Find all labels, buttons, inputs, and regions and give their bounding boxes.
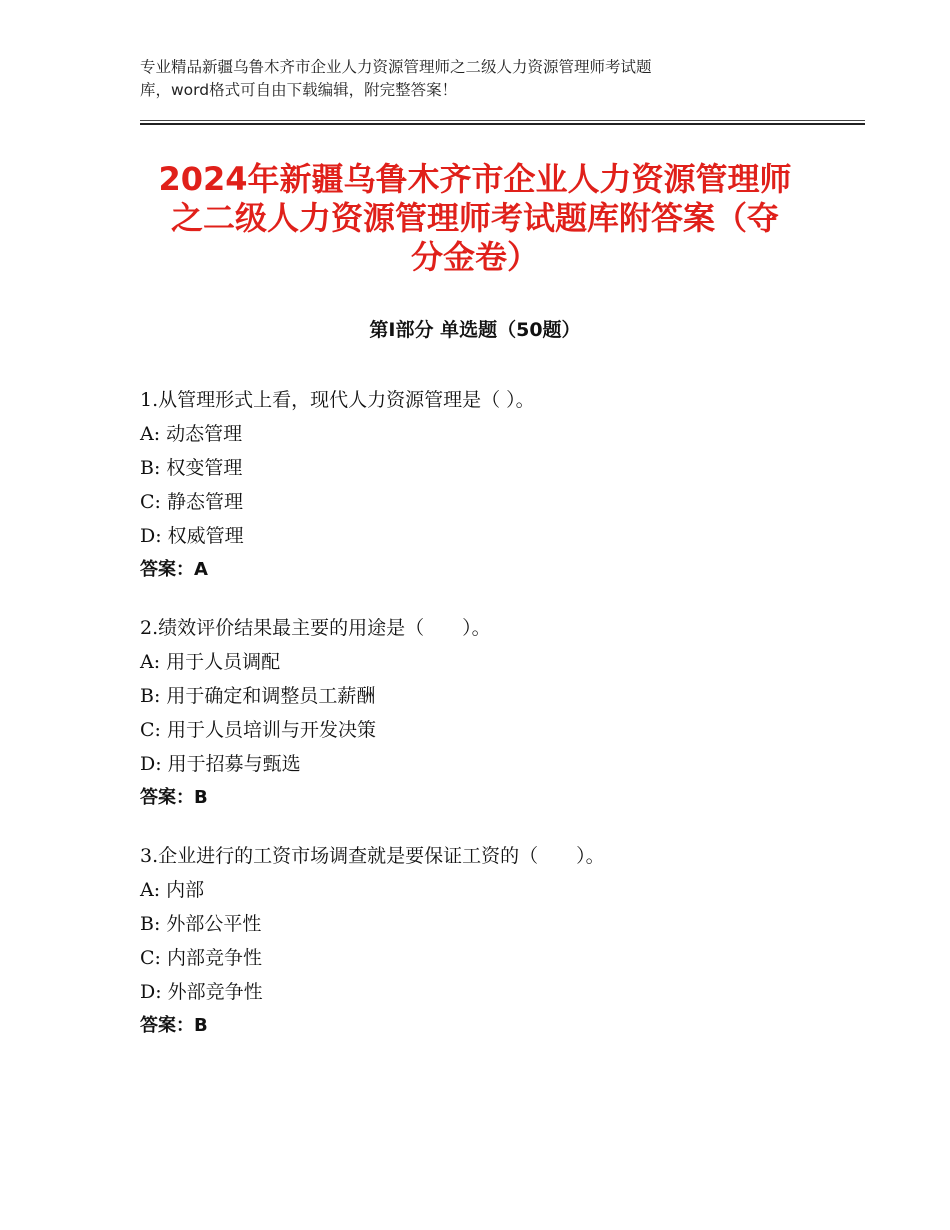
divider-thin-line (140, 120, 865, 121)
option-d: D: 权威管理 (140, 525, 244, 547)
question-item (140, 383, 860, 587)
question-stem: 1.从管理形式上看，现代人力资源管理是（ ）。 (140, 389, 535, 411)
title-line: 分金卷） (410, 238, 539, 276)
option-c: C: 用于人员培训与开发决策 (140, 719, 376, 741)
header-divider (140, 120, 865, 125)
option-a: A: 内部 (140, 879, 205, 901)
question-list (140, 383, 860, 1067)
option-d: D: 用于招募与甄选 (140, 753, 301, 775)
option-c: C: 静态管理 (140, 491, 243, 513)
title-line: 之二级人力资源管理师考试题库附答案（夺 (170, 199, 779, 237)
answer-line: 答案：A (140, 559, 208, 580)
header-note-line: 库，word格式可自由下载编辑，附完整答案！ (140, 81, 458, 99)
document-title (110, 160, 840, 277)
header-note (140, 56, 780, 102)
question-item (140, 611, 860, 815)
question-stem: 2.绩效评价结果最主要的用途是（ ）。 (140, 617, 491, 639)
question-stem: 3.企业进行的工资市场调查就是要保证工资的（ ）。 (140, 845, 605, 867)
answer-line: 答案：B (140, 787, 208, 808)
option-a: A: 动态管理 (140, 423, 243, 445)
divider-thick-line (140, 123, 865, 125)
question-item (140, 839, 860, 1043)
option-b: B: 用于确定和调整员工薪酬 (140, 685, 376, 707)
header-note-line: 专业精品新疆乌鲁木齐市企业人力资源管理师之二级人力资源管理师考试题 (140, 58, 652, 76)
option-b: B: 外部公平性 (140, 913, 262, 935)
option-c: C: 内部竞争性 (140, 947, 262, 969)
option-a: A: 用于人员调配 (140, 651, 281, 673)
section-title: 第Ⅰ部分 单选题（50题） (369, 319, 581, 341)
title-line: 2024年新疆乌鲁木齐市企业人力资源管理师 (158, 160, 792, 198)
option-d: D: 外部竞争性 (140, 981, 263, 1003)
option-b: B: 权变管理 (140, 457, 243, 479)
answer-line: 答案：B (140, 1015, 208, 1036)
